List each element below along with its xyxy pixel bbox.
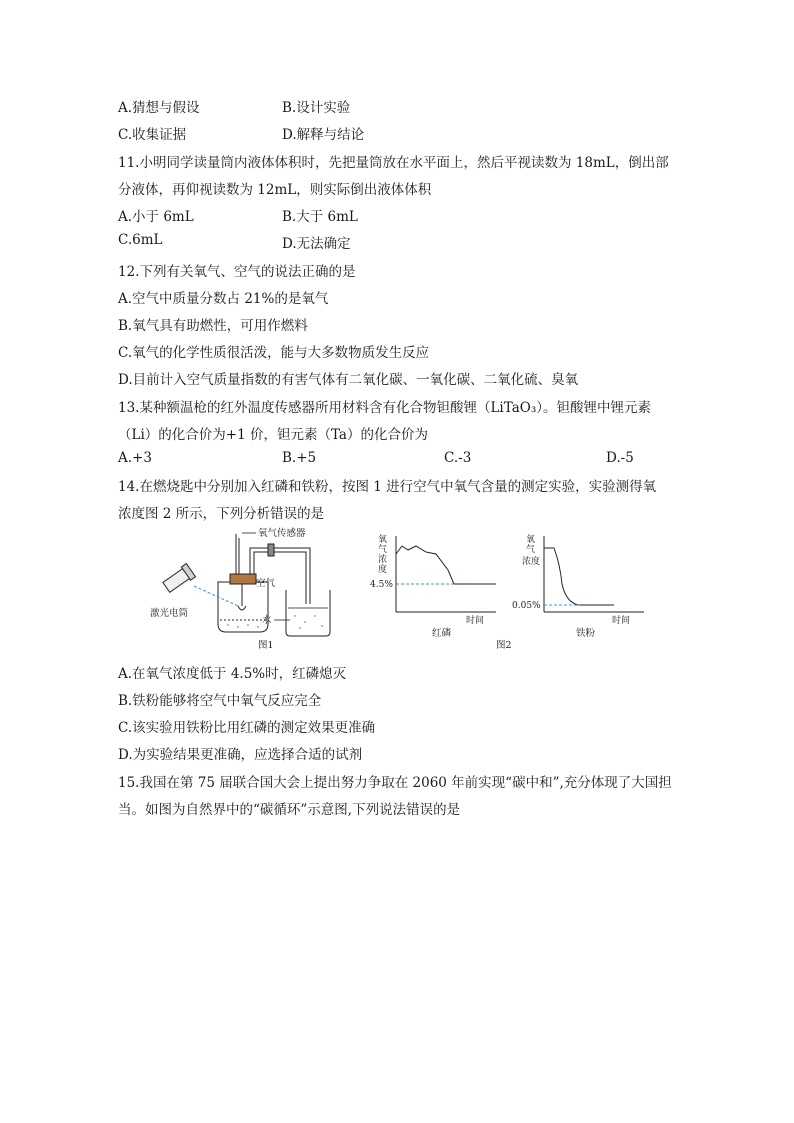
left-y-label-3: 浓 — [378, 555, 388, 565]
air-label: 空气 — [256, 578, 276, 589]
q11-option-a: A.小于 6mL — [118, 209, 194, 225]
water-dots — [227, 615, 322, 628]
q13-option-b: B.+5 — [282, 450, 317, 466]
left-y-label-1: 氧 — [378, 535, 388, 545]
q12-option-b: B.氧气具有助燃性，可用作燃料 — [118, 318, 308, 334]
q11-option-c: C.6mL — [118, 232, 163, 248]
connecting-tube — [250, 548, 310, 604]
q14-option-c: C.该实验用铁粉比用红磷的测定效果更准确 — [118, 720, 376, 736]
q11-stem-line2: 分液体，再仰视读数为 12mL，则实际倒出液体体积 — [118, 182, 432, 198]
right-chart-name: 铁粉 — [576, 628, 596, 639]
beaker — [286, 590, 330, 636]
right-y-label-3: 浓 — [522, 557, 532, 567]
right-x-label: 时间 — [612, 616, 631, 626]
q14-stem-line2: 浓度图 2 所示，下列分析错误的是 — [118, 506, 325, 522]
left-threshold-label: 4.5% — [370, 580, 393, 590]
laser-label: 激光电筒 — [150, 608, 189, 619]
q10-option-a: A.猜想与假设 — [118, 100, 200, 116]
q12-stem: 12.下列有关氧气、空气的说法正确的是 — [118, 264, 356, 280]
right-y-label-2: 气 — [526, 545, 536, 555]
spoon-cup — [238, 606, 246, 610]
q13-stem-line2: （Li）的化合价为+1 价，钽元素（Ta）的化合价为 — [118, 427, 428, 443]
right-curve — [544, 548, 614, 605]
q10-option-b: B.设计实验 — [282, 100, 351, 116]
fig1-apparatus — [162, 534, 330, 636]
left-y-label-2: 气 — [378, 545, 388, 555]
right-y-label-4: 度 — [531, 557, 541, 567]
fig2-right-chart — [512, 533, 644, 639]
q14-figure-svg — [150, 524, 670, 654]
q13-stem-line1: 13.某种额温枪的红外温度传感器所用材料含有化合物钽酸锂（LiTaO₃）。钽酸锂中锂元素 — [118, 400, 651, 416]
q11-stem-line1: 11.小明同学读量筒内液体体积时，先把量筒放在水平面上，然后平视读数为 18mL，倒出部 — [118, 155, 669, 171]
left-chart-name: 红磷 — [432, 628, 452, 639]
q13-option-d: D.-5 — [606, 450, 634, 466]
q15-stem-line2: 当。如图为自然界中的“碳循环”示意图,下列说法错误的是 — [118, 802, 461, 818]
q12-option-a: A.空气中质量分数占 21%的是氧气 — [118, 291, 329, 307]
q13-option-a: A.+3 — [118, 450, 152, 466]
water-label: 水 — [262, 615, 272, 626]
left-y-label-4: 度 — [378, 565, 388, 575]
q11-option-d: D.无法确定 — [282, 236, 351, 252]
right-y-label-1: 氧 — [526, 535, 536, 545]
q14-stem-line1: 14.在燃烧匙中分别加入红磷和铁粉，按图 1 进行空气中氧气含量的测定实验，实验测得氧 — [118, 479, 657, 495]
q15-stem-line1: 15.我国在第 75 届联合国大会上提出努力争取在 2060 年前实现“碳中和”,充分体现了大国担 — [118, 775, 672, 791]
q14-figure — [150, 524, 670, 654]
q11-option-b: B.大于 6mL — [282, 209, 358, 225]
laser-beam — [194, 586, 238, 606]
laser-flashlight — [162, 564, 196, 594]
q12-option-c: C.氧气的化学性质很活泼，能与大多数物质发生反应 — [118, 345, 430, 361]
left-curve — [396, 546, 496, 584]
right-threshold-label: 0.05% — [512, 601, 541, 611]
stopper — [230, 574, 256, 584]
left-x-label: 时间 — [466, 616, 485, 626]
q10-option-d: D.解释与结论 — [282, 127, 365, 143]
flask — [218, 582, 268, 632]
q14-option-b: B.铁粉能够将空气中氧气反应完全 — [118, 693, 322, 709]
q14-option-a: A.在氧气浓度低于 4.5%时，红磷熄灭 — [118, 666, 347, 682]
q13-option-c: C.-3 — [444, 450, 472, 466]
q12-option-d: D.目前计入空气质量指数的有害气体有二氧化碳、一氧化碳、二氧化硫、臭氧 — [118, 372, 579, 388]
sensor-label: 氧气传感器 — [258, 528, 306, 539]
q10-option-c: C.收集证据 — [118, 127, 187, 143]
fig2-left-chart — [370, 533, 496, 639]
fig2-caption: 图2 — [496, 640, 512, 651]
tube-clamp — [268, 544, 274, 556]
q14-option-d: D.为实验结果更准确，应选择合适的试剂 — [118, 747, 363, 763]
fig1-caption: 图1 — [258, 640, 274, 651]
